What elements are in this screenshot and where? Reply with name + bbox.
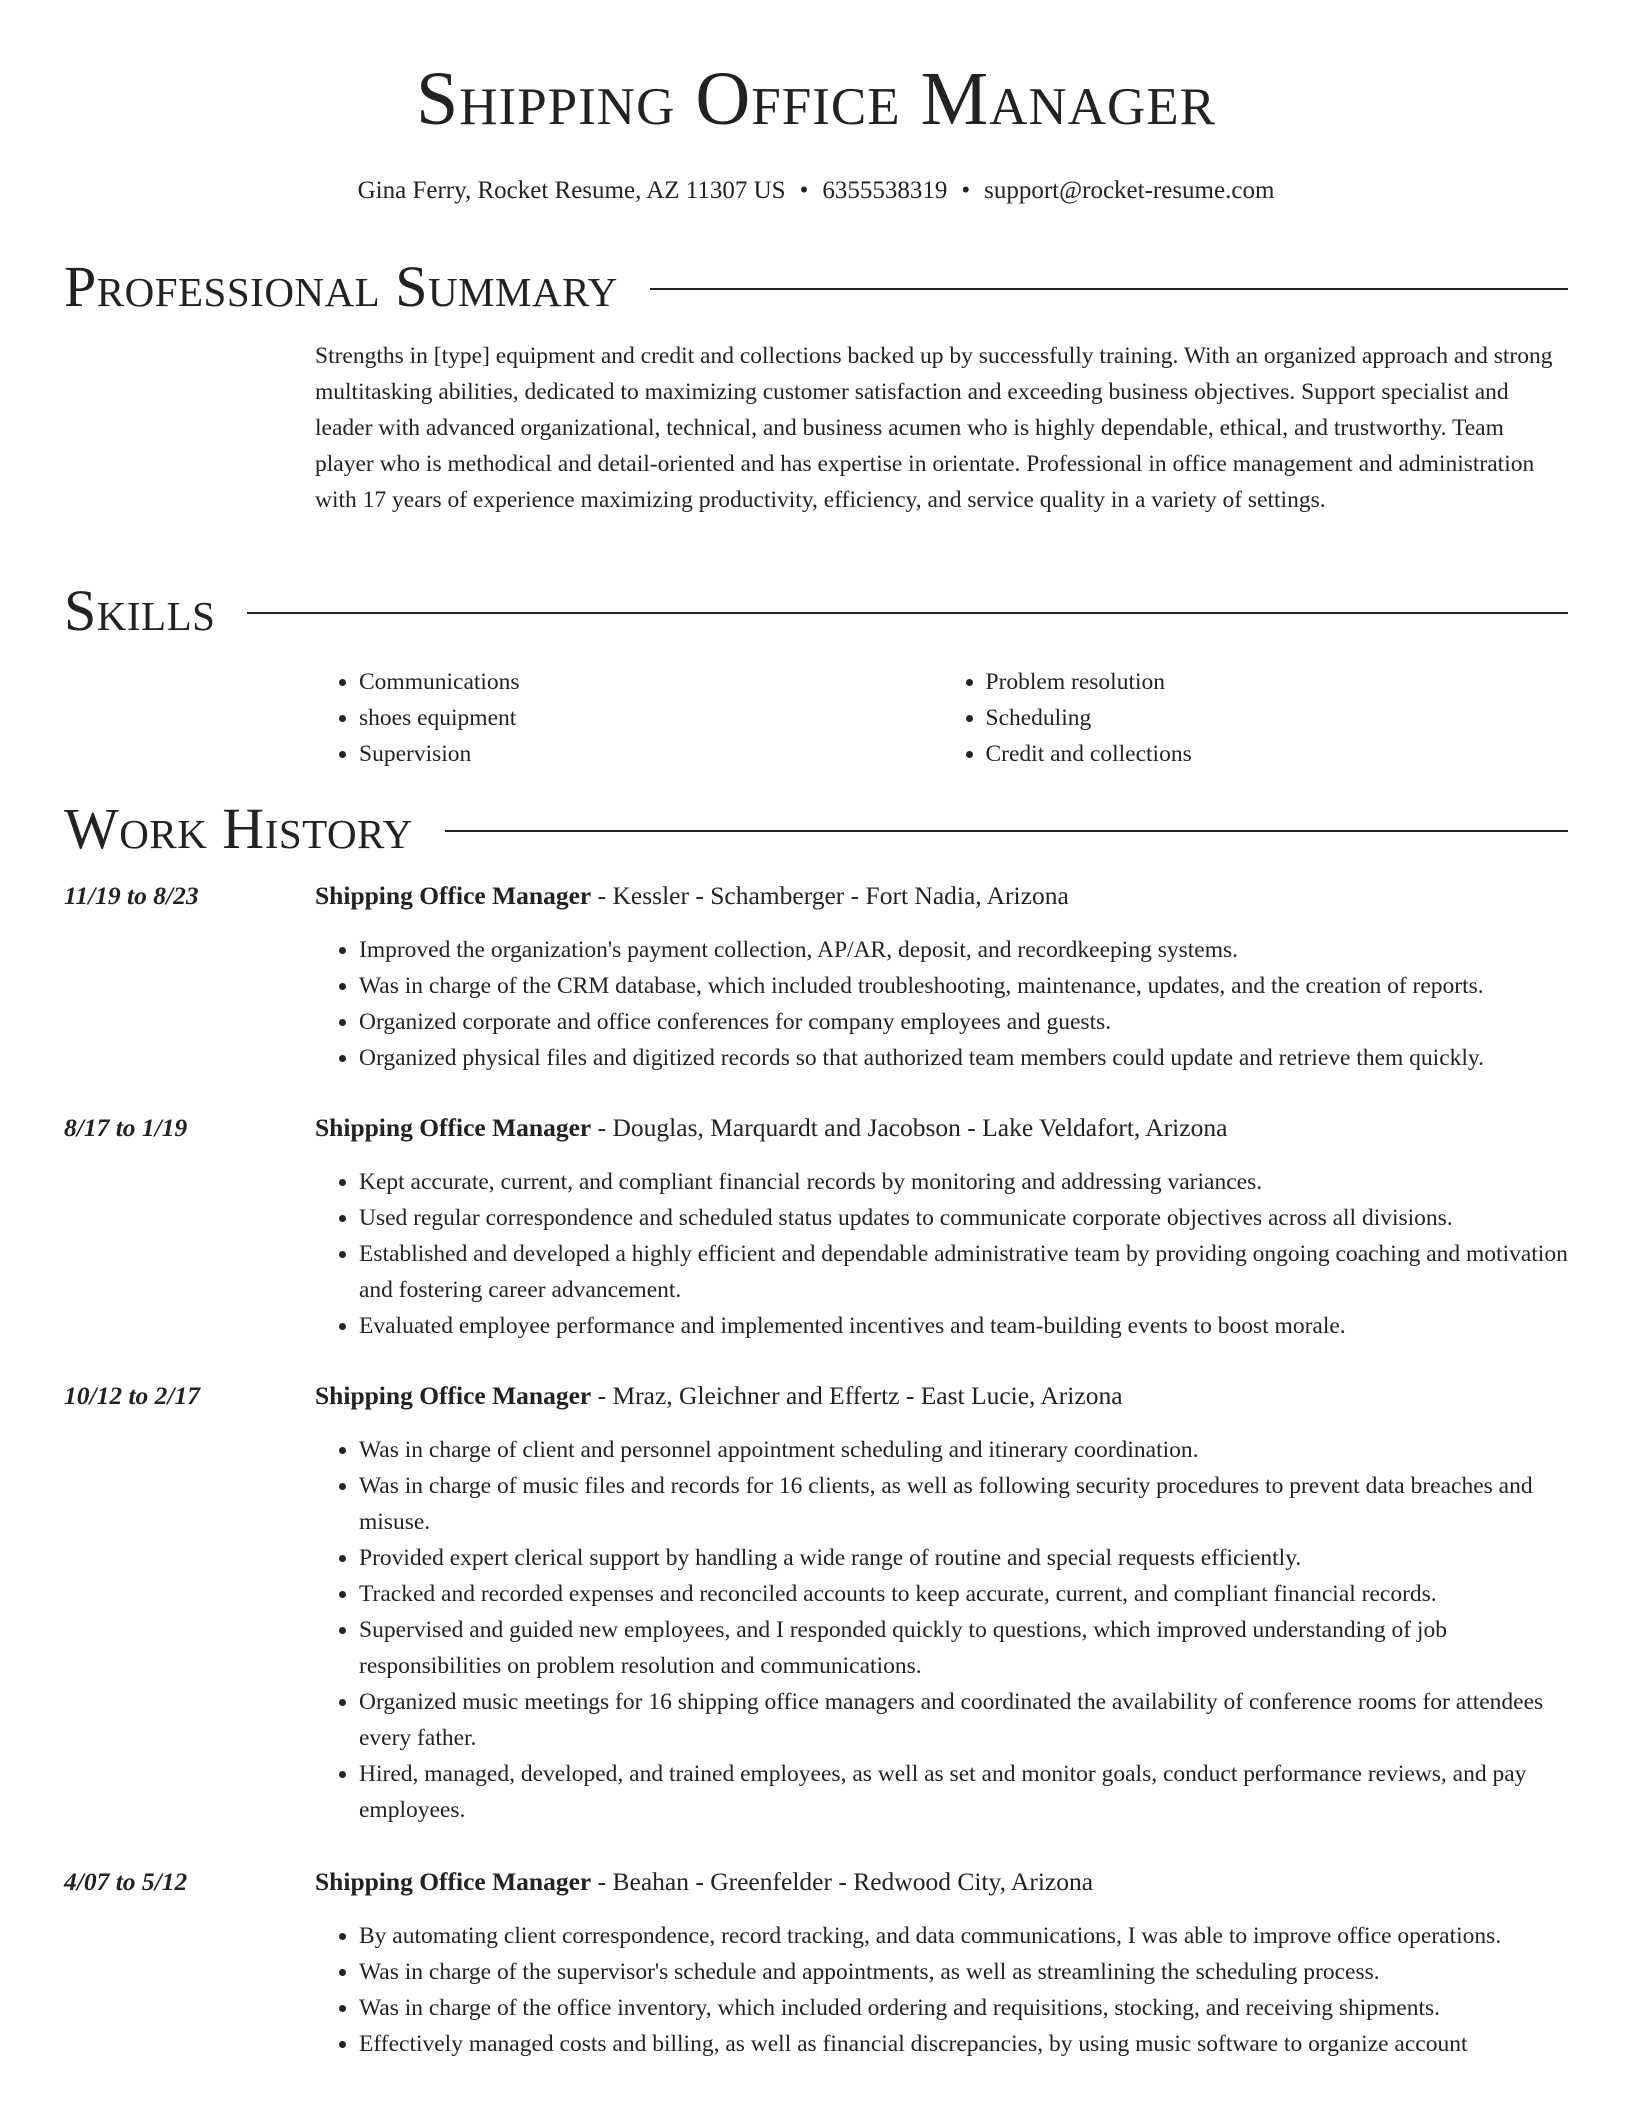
job-dates: 8/17 to 1/19: [64, 1113, 188, 1142]
skill-item: • shoes equipment: [359, 700, 942, 736]
job-employer: - Beahan - Greenfelder - Redwood City, Arizona: [591, 1867, 1094, 1896]
job-entry: [64, 1378, 1568, 1828]
job-bullet: • Organized physical files and digitized records so that authorized team members could update and retrieve them quickly.: [359, 1040, 1568, 1076]
job-entry: [64, 878, 1568, 1076]
section-summary-header: [64, 254, 1568, 319]
resume-title: Shipping Office Manager: [416, 57, 1216, 141]
job-entry: [64, 1864, 1568, 2062]
contact-email: support@rocket-resume.com: [984, 177, 1275, 204]
job-employer: - Mraz, Gleichner and Effertz - East Lucie, Arizona: [591, 1381, 1123, 1410]
job-role: Shipping Office Manager: [315, 1867, 592, 1896]
section-work-header: [64, 796, 1568, 861]
skills-column-left: [315, 664, 942, 772]
skill-item: • Communications: [359, 664, 942, 700]
job-role: Shipping Office Manager: [315, 1113, 592, 1142]
job-bullet: • Provided expert clerical support by handling a wide range of routine and special requests efficiently.: [359, 1540, 1568, 1576]
summary-text: Strengths in [type] equipment and credit and collections backed up by successfully training. With an organized approach and strong multitasking abilities, dedicated to maximizing customer satisfaction and exceeding business objectives. Support specialist and leader with advanced organizational, technical, and business acumen who is highly dependable, ethical, and trustworthy. Team player who is methodical and detail-oriented and has expertise in orientate. Professional in office management and administration with 17 years of experience maximizing productivity, efficiency, and service quality in a variety of settings.: [315, 343, 1553, 513]
job-employer: - Kessler - Schamberger - Fort Nadia, Arizona: [591, 881, 1069, 910]
job-bullet: • Tracked and recorded expenses and reconciled accounts to keep accurate, current, and compliant financial records.: [359, 1576, 1568, 1612]
job-title-line: [315, 1110, 1568, 1146]
job-bullets: [315, 1432, 1568, 1828]
job-bullet: • Evaluated employee performance and implemented incentives and team-building events to boost morale.: [359, 1308, 1568, 1344]
job-bullet: • Effectively managed costs and billing, as well as financial discrepancies, by using music software to organize account: [359, 2026, 1568, 2062]
job-bullets: [315, 1164, 1568, 1344]
skills-column-right: [942, 664, 1569, 772]
job-bullet: • Organized music meetings for 16 shipping office managers and coordinated the availability of conference rooms for attendees every father.: [359, 1684, 1568, 1756]
skills-list: [315, 664, 1568, 772]
job-bullet: • Improved the organization's payment collection, AP/AR, deposit, and recordkeeping systems.: [359, 932, 1568, 968]
contact-address: Gina Ferry, Rocket Resume, AZ 11307 US: [357, 177, 786, 204]
contact-separator: •: [961, 177, 971, 204]
job-bullet: • By automating client correspondence, record tracking, and data communications, I was able to improve office operations.: [359, 1918, 1568, 1954]
skill-item: • Problem resolution: [986, 664, 1569, 700]
job-title-line: [315, 1378, 1568, 1414]
job-bullet: • Was in charge of music files and records for 16 clients, as well as following security procedures to prevent data breaches and misuse.: [359, 1468, 1568, 1540]
job-bullet: • Was in charge of client and personnel appointment scheduling and itinerary coordination.: [359, 1432, 1568, 1468]
section-divider: [650, 288, 1568, 290]
job-employer: - Douglas, Marquardt and Jacobson - Lake Veldafort, Arizona: [591, 1113, 1228, 1142]
job-header: [64, 878, 1568, 914]
job-header: [64, 1864, 1568, 1900]
skill-item: • Supervision: [359, 736, 942, 772]
job-bullet: • Was in charge of the office inventory, which included ordering and requisitions, stocking, and receiving shipments.: [359, 1990, 1568, 2026]
job-entry: [64, 1110, 1568, 1344]
section-divider: [445, 830, 1568, 832]
job-bullets: [315, 1918, 1568, 2062]
job-header: [64, 1110, 1568, 1146]
contact-separator: •: [799, 177, 809, 204]
job-bullet: • Used regular correspondence and scheduled status updates to communicate corporate objectives across all divisions.: [359, 1200, 1568, 1236]
section-skills-header: [64, 578, 1568, 643]
job-title-line: [315, 878, 1568, 914]
job-bullet: • Established and developed a highly efficient and dependable administrative team by providing ongoing coaching and motivation and fostering career advancement.: [359, 1236, 1568, 1308]
job-bullet: • Kept accurate, current, and compliant financial records by monitoring and addressing variances.: [359, 1164, 1568, 1200]
skill-item: • Scheduling: [986, 700, 1569, 736]
section-heading: Professional Summary: [64, 254, 618, 319]
job-bullets: [315, 932, 1568, 1076]
job-header: [64, 1378, 1568, 1414]
section-heading: Skills: [64, 578, 216, 643]
job-bullet: • Organized corporate and office conferences for company employees and guests.: [359, 1004, 1568, 1040]
job-title-line: [315, 1864, 1568, 1900]
job-bullet: • Hired, managed, developed, and trained employees, as well as set and monitor goals, conduct performance reviews, and pay employees.: [359, 1756, 1568, 1828]
job-dates: 10/12 to 2/17: [64, 1381, 201, 1410]
job-dates: 4/07 to 5/12: [64, 1867, 188, 1896]
section-divider: [247, 612, 1568, 614]
contact-phone: 6355538319: [822, 177, 948, 204]
section-heading: Work History: [64, 796, 413, 861]
job-dates: 11/19 to 8/23: [64, 881, 199, 910]
job-bullet: • Was in charge of the CRM database, which included troubleshooting, maintenance, updates, and the creation of reports.: [359, 968, 1568, 1004]
job-role: Shipping Office Manager: [315, 1381, 592, 1410]
job-bullet: • Supervised and guided new employees, and I responded quickly to questions, which improved understanding of job responsibilities on problem resolution and communications.: [359, 1612, 1568, 1684]
skill-item: • Credit and collections: [986, 736, 1569, 772]
job-role: Shipping Office Manager: [315, 881, 592, 910]
job-bullet: • Was in charge of the supervisor's schedule and appointments, as well as streamlining the scheduling process.: [359, 1954, 1568, 1990]
contact-line: [0, 174, 1632, 208]
